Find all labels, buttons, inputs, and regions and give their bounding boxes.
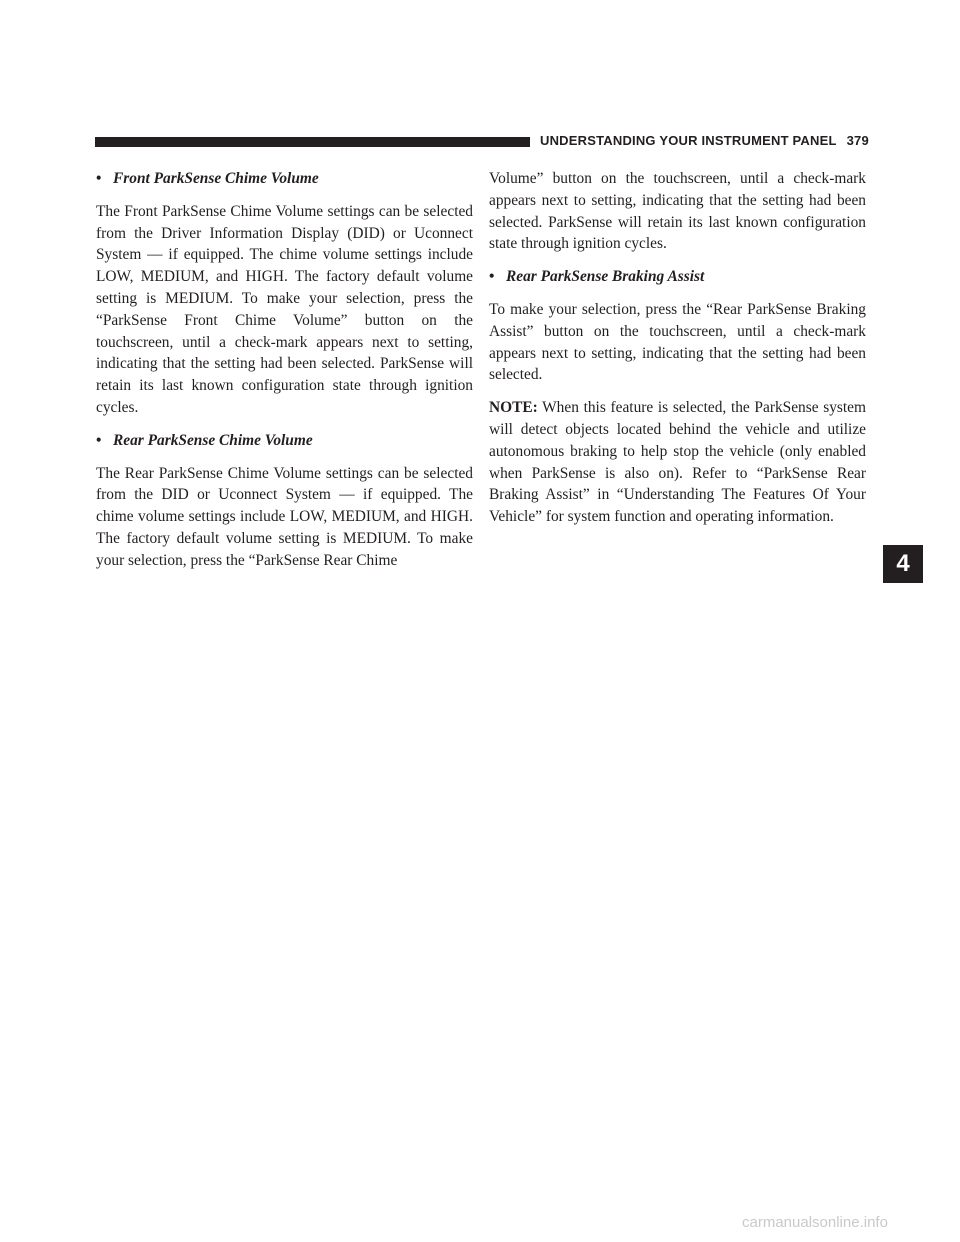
bullet-heading-text: Front ParkSense Chime Volume: [113, 170, 319, 187]
paragraph-front-chime: The Front ParkSense Chime Volume settings can be selected from the Driver Information Display (DID) or Uconnect System — if equipped. The chime volume settings include LOW, MEDIUM, and HIGH. The factory default volume setting is MEDIUM. To make your selection, press the “ParkSense Front Chime Volume” button on the touchscreen, until a check-mark appears next to setting, indicating that the setting had been selected. ParkSense will retain its last known configuration state through ignition cycles.: [96, 202, 473, 416]
right-column: [489, 168, 866, 539]
section-title: UNDERSTANDING YOUR INSTRUMENT PANEL: [540, 133, 837, 148]
header-rule: [95, 137, 530, 147]
paragraph-rear-chime: The Rear ParkSense Chime Volume settings can be selected from the DID or Uconnect System — if equipped. The chime volume settings include LOW, MEDIUM, and HIGH. The factory default volume setting is MEDIUM. To make your selection, press the “ParkSense Rear Chime: [96, 464, 473, 569]
bullet-heading-rear-chime: [96, 430, 473, 452]
page-number: 379: [846, 133, 869, 148]
bullet-heading-text: Rear ParkSense Chime Volume: [113, 431, 313, 449]
bullet-heading-front-chime: [96, 168, 473, 190]
bullet-heading-text: Rear ParkSense Braking Assist: [506, 268, 705, 286]
chapter-tab: 4: [883, 545, 923, 583]
bullet-symbol: •: [489, 268, 495, 286]
note-label: NOTE:: [489, 399, 538, 417]
bullet-heading-braking-assist: [489, 266, 866, 288]
left-column: [96, 168, 473, 583]
bullet-symbol: •: [96, 170, 102, 187]
note-text: When this feature is selected, the ParkSense system will detect objects located behind the vehicle and utilize autonomous braking to help stop the vehicle (only enabled when ParkSense is also on). Refer to “ParkSense Rear Braking Assist” in “Understanding The Features Of Your Vehicle” for system function and operating information.: [489, 399, 866, 526]
running-header: [540, 133, 869, 148]
bullet-symbol: •: [96, 431, 102, 449]
watermark: carmanualsonline.info: [742, 1214, 888, 1231]
note-paragraph: [489, 397, 866, 528]
paragraph-rear-chime-continued: Volume” button on the touchscreen, until a check-mark appears next to setting, indicating that the setting had been selected. ParkSense will retain its last known configuration state through ignition cycles.: [489, 170, 866, 253]
paragraph-braking-assist: To make your selection, press the “Rear ParkSense Braking Assist” button on the touchscreen, until a check-mark appears next to setting, indicating that the setting had been selected.: [489, 300, 866, 384]
